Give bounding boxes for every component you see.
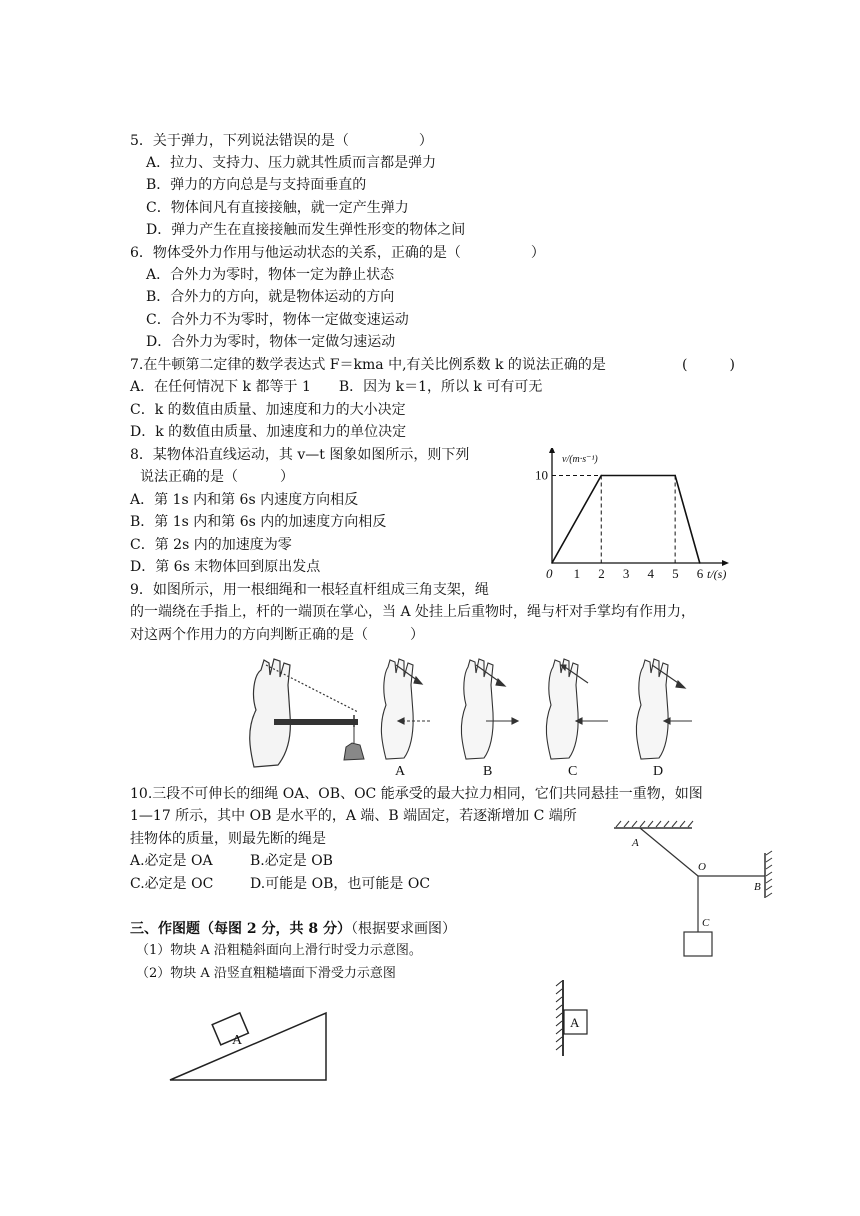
x-tick-label: 0: [546, 566, 553, 581]
q9-label-c: C: [568, 764, 578, 779]
q6-stem: 6．物体受外力作用与他运动状态的关系，正确的是（ ）: [130, 245, 545, 261]
x-tick-label: 3: [622, 566, 630, 581]
q10-option-d: D.可能是 OB，也可能是 OC: [250, 876, 431, 892]
x-axis-label: t/(s): [707, 567, 727, 581]
section3-title: 三、作图题（每图 2 分，共 8 分）: [130, 921, 351, 937]
weight-icon: [344, 743, 364, 760]
q6-option-b: B．合外力的方向，就是物体运动的方向: [146, 289, 395, 305]
x-tick-label: 2: [598, 566, 605, 581]
q5-option-b: B．弹力的方向总是与支持面垂直的: [146, 177, 367, 193]
q9-line-3: 对这两个作用力的方向判断正确的是（ ）: [130, 627, 424, 643]
series-point: [674, 475, 676, 477]
q9-line-2: 的一端绕在手指上，杆的一端顶在掌心，当 A 处挂上后重物时，绳与杆对手掌均有作用力，: [130, 604, 696, 620]
hand-main: [250, 659, 358, 767]
section3-item-1: （1）物块 A 沿粗糙斜面向上滑行时受力示意图。: [136, 943, 422, 958]
q10-option-a: A.必定是 OA: [130, 853, 213, 869]
q5-option-a: A．拉力、支持力、压力就其性质而言都是弹力: [146, 155, 437, 171]
x-axis-arrow: [722, 560, 729, 566]
series-point: [699, 562, 701, 564]
section3-heading: [130, 919, 456, 939]
q9-label-b: B: [483, 764, 493, 779]
q9-line-1: 9．如图所示，用一根细绳和一根轻直杆组成三角支架，绳: [130, 582, 489, 598]
series-line: [552, 476, 700, 564]
y-tick-label: 10: [535, 467, 548, 483]
q9-label-a: A: [395, 764, 406, 779]
q10-option-c: C.必定是 OC: [130, 876, 214, 892]
q10-label-c: C: [702, 917, 710, 929]
q10-label-b: B: [754, 881, 761, 893]
x-tick-label: 4: [647, 566, 655, 581]
q6-option-a: A．合外力为零时，物体一定为静止状态: [146, 267, 395, 283]
incline-block: [212, 1013, 248, 1045]
hand-option-c: [546, 659, 608, 759]
q5-option-c: C．物体间凡有直接接触，就一定产生弹力: [146, 200, 409, 216]
q8-option-d: D．第 6s 末物体回到原出发点: [130, 559, 321, 575]
q8-option-a: A．第 1s 内和第 6s 内速度方向相反: [130, 492, 359, 508]
q5-stem: 5．关于弹力，下列说法错误的是（ ）: [130, 133, 433, 149]
q9-label-d: D: [653, 764, 664, 779]
section3-note: （根据要求画图）: [350, 921, 456, 937]
rod: [274, 719, 358, 725]
incline-block-label: A: [232, 1033, 243, 1048]
x-tick-label: 6: [696, 566, 704, 581]
q10-line-1: 10.三段不可伸长的细绳 OA、OB、OC 能承受的最大拉力相同，它们共同悬挂一重物，如图: [130, 786, 703, 802]
x-tick-label: 1: [573, 566, 581, 581]
y-axis-label: v/(m·s⁻¹): [562, 454, 598, 465]
q7-option-ab: A．在任何情况下 k 都等于 1 B．因为 k＝1，所以 k 可有可无: [130, 379, 543, 395]
q6-option-d: D．合外力为零时，物体一定做匀速运动: [146, 334, 396, 350]
q7-option-c: C．k 的数值由质量、加速度和力的大小决定: [130, 402, 406, 418]
section3-item-2: （2）物块 A 沿竖直粗糙墙面下滑受力示意图: [136, 966, 396, 981]
q5-option-d: D．弹力产生在直接接触而发生弹性形变的物体之间: [146, 222, 466, 238]
q7-stem: 7.在牛顿第二定律的数学表达式 F＝kma 中,有关比例系数 k 的说法正确的是: [130, 357, 606, 373]
q8-stem-2: 说法正确的是（ ）: [140, 469, 294, 485]
q9-hands-figure: [236, 655, 696, 780]
wall-block-label: A: [570, 1015, 580, 1030]
wall-figure: [548, 978, 608, 1058]
q8-stem-1: 8．某物体沿直线运动，其 v—t 图象如图所示，则下列: [130, 447, 470, 463]
q10-line-2: 1—17 所示，其中 OB 是水平的，A 端、B 端固定，若逐渐增加 C 端所: [130, 808, 577, 824]
hand-option-a: [381, 659, 432, 759]
q10-option-b: B.必定是 OB: [250, 853, 333, 869]
q10-weight: [684, 932, 712, 956]
q7-option-d: D．k 的数值由质量、加速度和力的单位决定: [130, 424, 407, 440]
hand-option-b: [461, 659, 518, 759]
q8-option-b: B．第 1s 内和第 6s 内的加速度方向相反: [130, 514, 387, 530]
series-point: [551, 562, 553, 564]
incline-figure: [168, 1005, 338, 1085]
hand-option-d: [636, 659, 692, 759]
q8-option-c: C．第 2s 内的加速度为零: [130, 537, 292, 553]
vt-chart: [532, 448, 732, 588]
q10-line-3: 挂物体的质量，则最先断的绳是: [130, 831, 326, 847]
q10-label-o: O: [698, 861, 706, 873]
q7-paren: ( ): [682, 357, 735, 373]
y-axis-arrow: [549, 448, 555, 453]
series-point: [600, 475, 602, 477]
x-tick-label: 5: [672, 566, 679, 581]
q10-rope-figure: [612, 818, 782, 958]
q6-option-c: C．合外力不为零时，物体一定做变速运动: [146, 312, 409, 328]
q10-label-a: A: [632, 837, 639, 849]
